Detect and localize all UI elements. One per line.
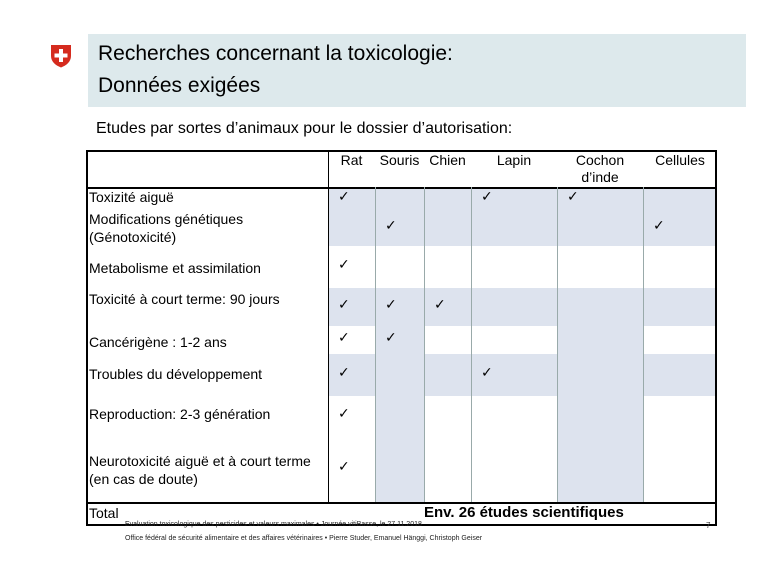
check-mark-icon: ✓: [338, 365, 350, 381]
check-mark-icon: ✓: [338, 330, 350, 346]
row-shade: [328, 187, 717, 210]
cell-shade: [557, 396, 643, 436]
check-mark-icon: ✓: [385, 218, 397, 234]
page-subtitle: Etudes par sortes d’animaux pour le dossier d’autorisation:: [96, 120, 513, 137]
table-right-border: [715, 150, 717, 526]
footer-event-line: Evaluation toxicologique des pesticides et valeurs maximales • Journée vitiBasse, le 27.11.2018: [125, 521, 422, 528]
row-label: Toxizité aiguë: [89, 189, 174, 205]
page-title-line1: Recherches concernant la toxicologie:: [98, 42, 453, 65]
row-label: Metabolisme et assimilation: [89, 260, 261, 276]
check-mark-icon: ✓: [338, 188, 350, 205]
footer-office-line: Office fédéral de sécurité alimentaire et des affaires vétérinaires • Pierre Studer, Emanuel Hänggi, Christoph Geiser: [125, 535, 483, 542]
cell-shade: [375, 326, 424, 354]
page-number: 7: [706, 521, 711, 530]
check-mark-icon: ✓: [385, 330, 397, 346]
column-header: Cochon d’inde: [575, 152, 625, 185]
column-header: Lapin: [496, 152, 532, 168]
cell-shade: [557, 326, 643, 354]
row-label: Toxicité à court terme: 90 jours: [89, 291, 280, 307]
row-label: Reproduction: 2-3 génération: [89, 406, 271, 422]
column-header: Chien: [429, 152, 466, 168]
check-mark-icon: ✓: [653, 218, 665, 234]
check-mark-icon: ✓: [434, 297, 446, 313]
column-divider: [375, 187, 376, 502]
check-mark-icon: ✓: [385, 297, 397, 313]
cell-shade: [375, 354, 424, 396]
cell-shade: [557, 354, 643, 396]
check-mark-icon: ✓: [481, 188, 493, 205]
column-header: Rat: [340, 152, 363, 168]
row-label: Neurotoxicité aiguë et à court terme (en cas de doute): [89, 453, 311, 487]
cell-shade: [375, 396, 424, 436]
swiss-cross-logo-icon: [49, 44, 73, 68]
check-mark-icon: ✓: [338, 257, 350, 273]
row-label: Troubles du développement: [89, 366, 263, 382]
column-divider: [471, 187, 472, 502]
title-banner: [88, 34, 746, 107]
total-label: Total: [89, 505, 119, 521]
column-divider: [424, 187, 425, 502]
check-mark-icon: ✓: [567, 188, 579, 205]
total-value: Env. 26 études scientifiques: [424, 504, 624, 521]
row-label: Modifications génétiques (Génotoxicité): [89, 211, 244, 245]
column-header: Souris: [379, 152, 420, 168]
table-left-border: [86, 150, 88, 526]
column-divider: [557, 187, 558, 502]
check-mark-icon: ✓: [481, 365, 493, 381]
row-label: Cancérigène : 1-2 ans: [89, 334, 227, 350]
studies-table: [86, 150, 717, 524]
page-title-line2: Données exigées: [98, 74, 261, 97]
check-mark-icon: ✓: [338, 459, 350, 475]
column-divider: [643, 187, 644, 502]
cell-shade: [557, 436, 643, 502]
cell-shade: [375, 436, 424, 502]
check-mark-icon: ✓: [338, 297, 350, 313]
label-column-border: [328, 150, 329, 502]
check-mark-icon: ✓: [338, 406, 350, 422]
column-header: Cellules: [655, 152, 705, 168]
